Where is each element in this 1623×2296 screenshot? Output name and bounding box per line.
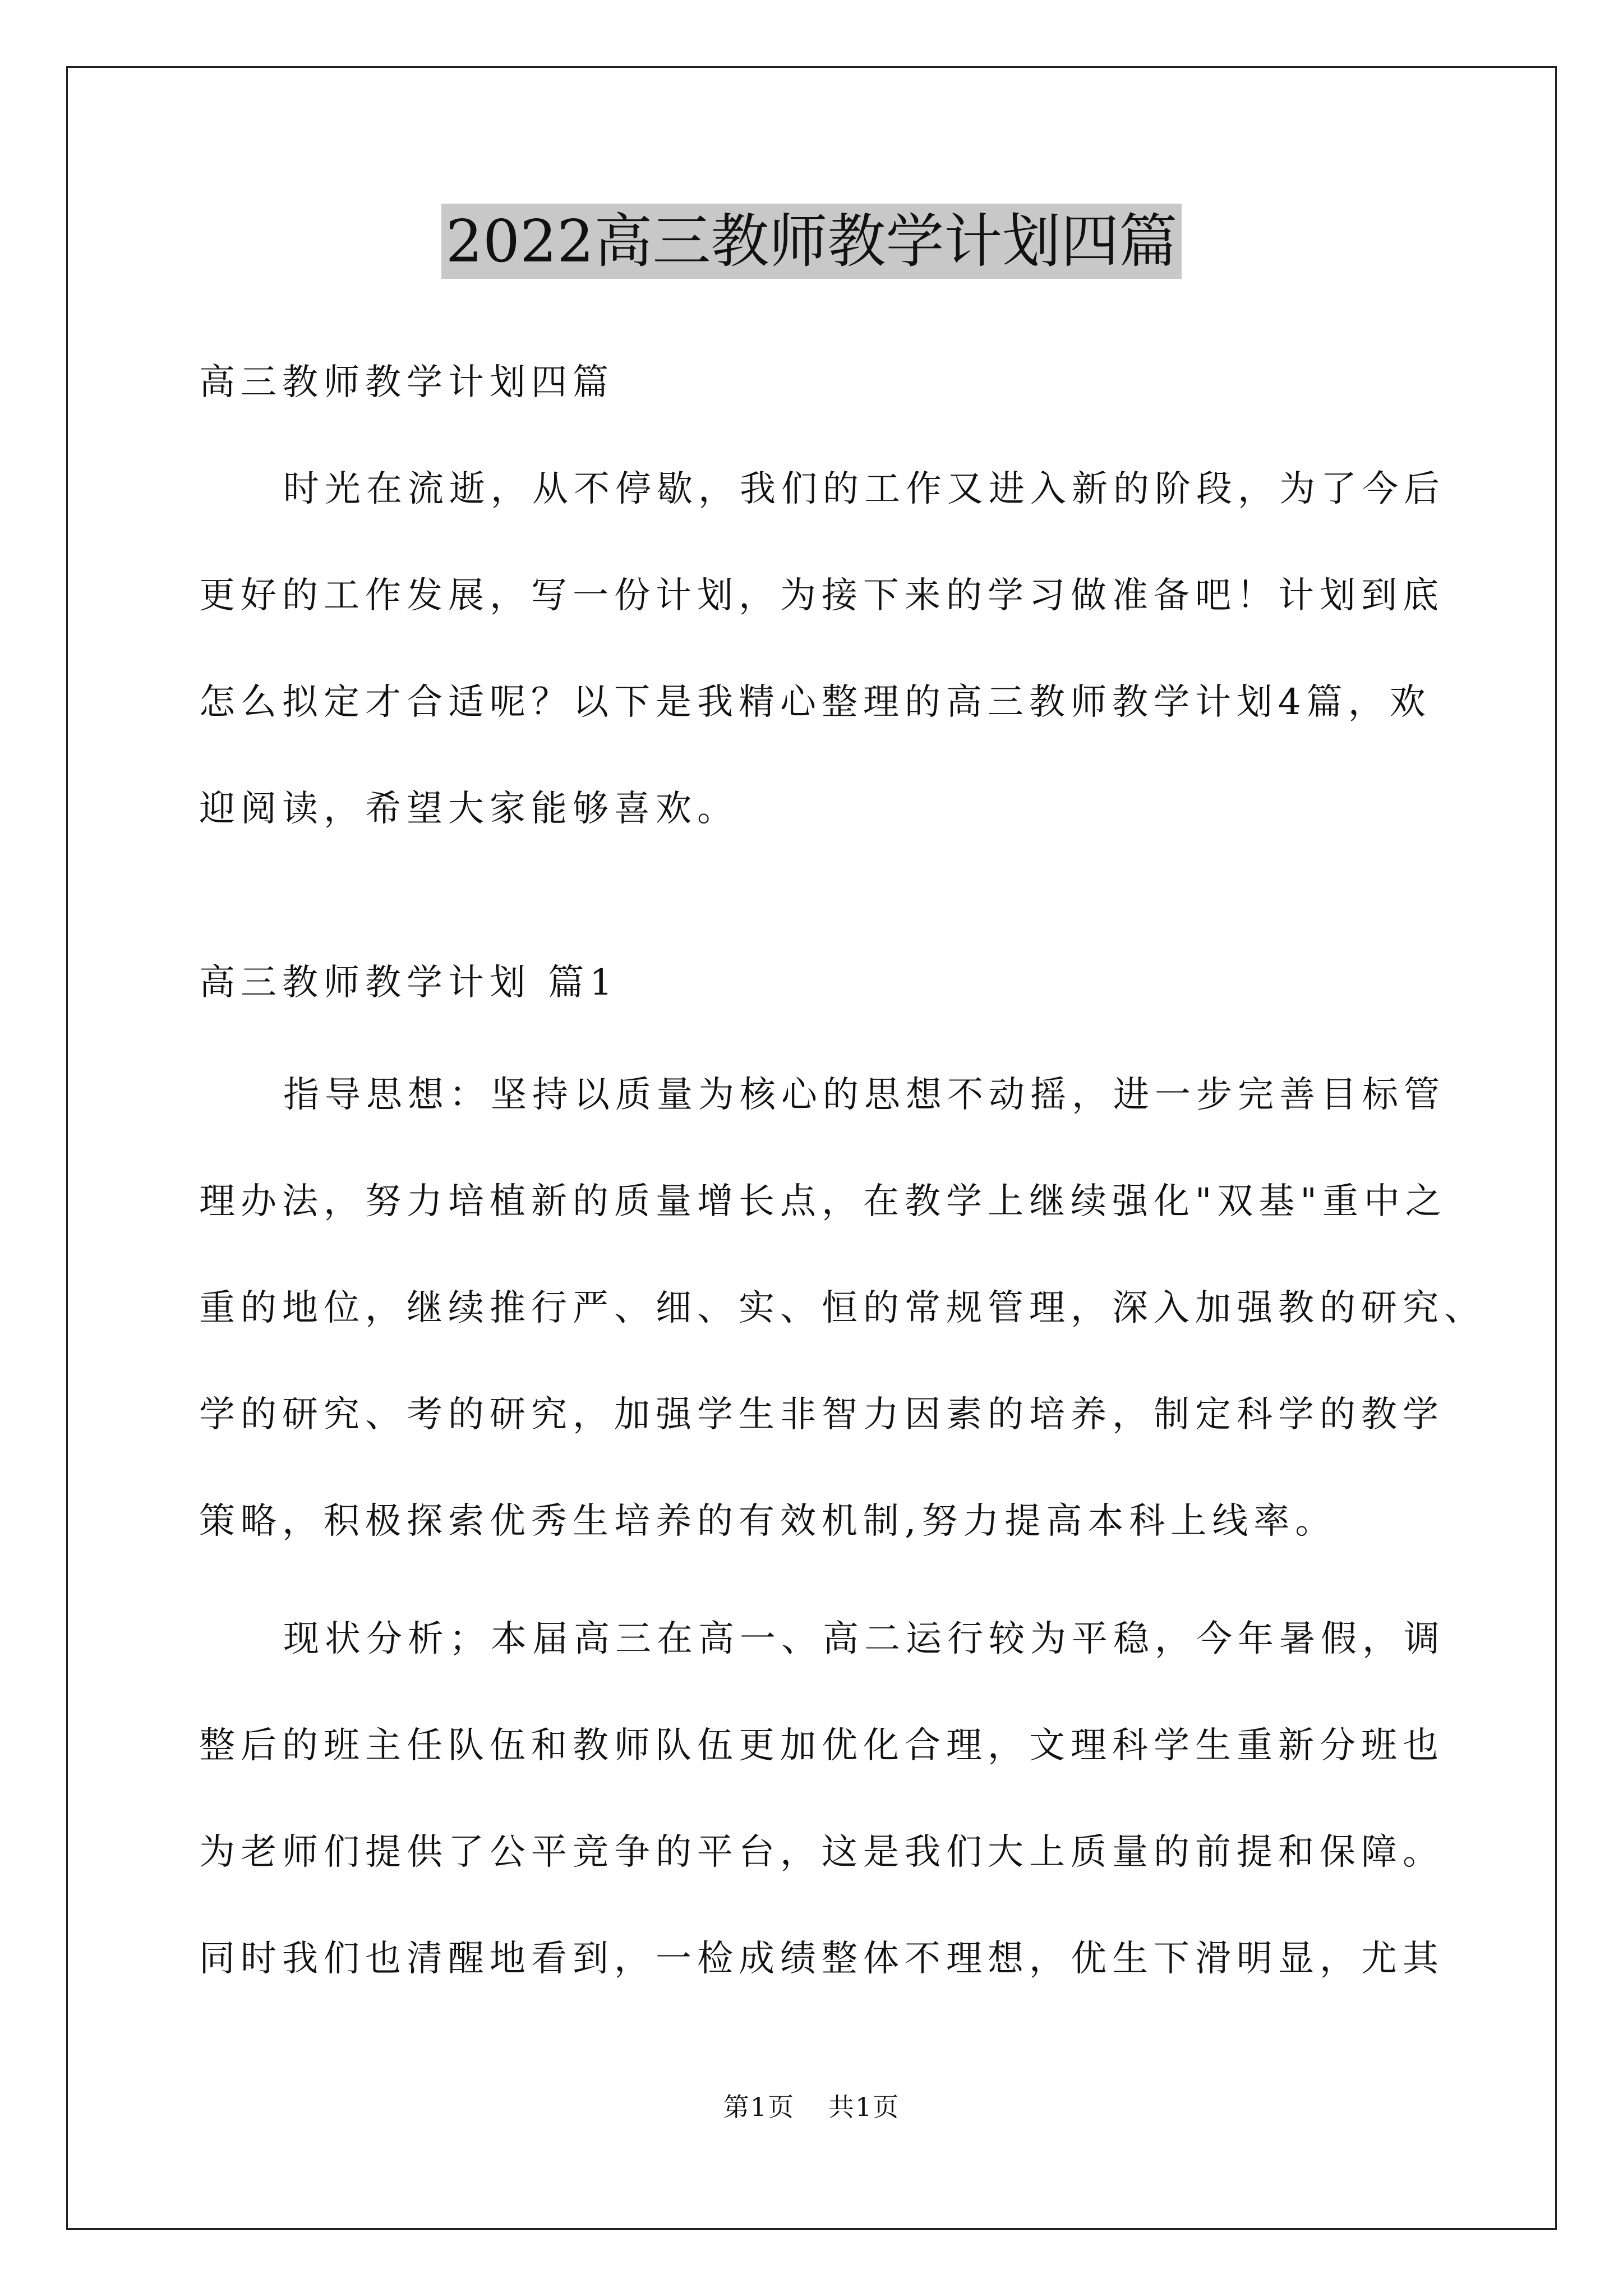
paragraph2-line-4: 同时我们也清醒地看到，一检成绩整体不理想，优生下滑明显，尤其 — [199, 1938, 1444, 1980]
document-title-text: 2022高三教师教学计划四篇 — [441, 204, 1182, 279]
intro-line-4: 迎阅读，希望大家能够喜欢。 — [199, 788, 739, 830]
paragraph2-line-1: 现状分析；本届高三在高一、高二运行较为平稳，今年暑假，调 — [283, 1618, 1445, 1660]
intro-line-3: 怎么拟定才合适呢？以下是我精心整理的高三教师教学计划4篇，欢 — [199, 682, 1431, 723]
paragraph2-line-2: 整后的班主任队伍和教师队伍更加优化合理，文理科学生重新分班也 — [199, 1725, 1444, 1766]
paragraph2-line-3: 为老师们提供了公平竞争的平台，这是我们大上质量的前提和保障。 — [199, 1832, 1444, 1873]
intro-line-2: 更好的工作发展，写一份计划，为接下来的学习做准备吧！计划到底 — [199, 575, 1444, 616]
paragraph1-line-5: 策略，积极探索优秀生培养的有效机制,努力提高本科上线率。 — [199, 1501, 1337, 1542]
section-heading: 高三教师教学计划 篇1 — [199, 962, 619, 1004]
page-total: 共1页 — [828, 2092, 900, 2122]
page-number: 第1页 — [723, 2092, 795, 2122]
paragraph1-line-4: 学的研究、考的研究，加强学生非智力因素的培养，制定科学的教学 — [199, 1394, 1444, 1435]
page-footer — [0, 2087, 1623, 2124]
intro-line-1: 时光在流逝，从不停歇，我们的工作又进入新的阶段，为了今后 — [283, 468, 1445, 510]
paragraph1-line-1: 指导思想：坚持以质量为核心的思想不动摇，进一步完善目标管 — [283, 1074, 1445, 1116]
document-title — [0, 202, 1623, 280]
paragraph1-line-2: 理办法，努力培植新的质量增长点，在教学上继续强化"双基"重中之 — [199, 1181, 1447, 1222]
document-subtitle: 高三教师教学计划四篇 — [199, 362, 614, 403]
paragraph1-line-3: 重的地位，继续推行严、细、实、恒的常规管理，深入加强教的研究、 — [199, 1287, 1486, 1329]
